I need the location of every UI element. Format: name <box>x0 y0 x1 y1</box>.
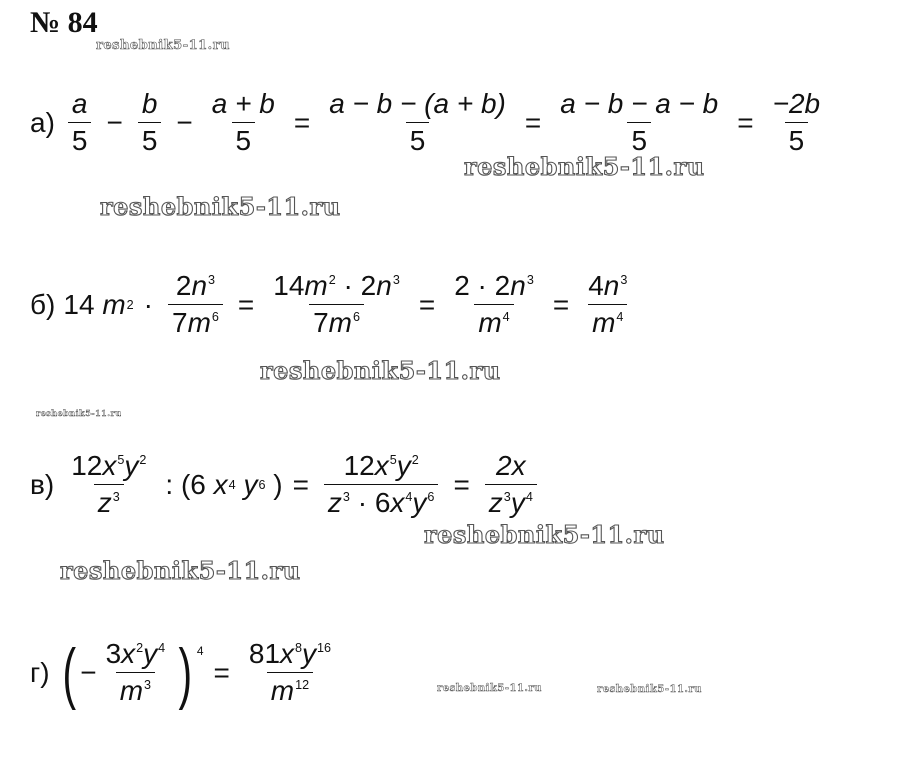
problem-number: № 84 <box>30 6 98 39</box>
equation-b: б) 14 m 2 · $\frac{2n^3}{7m^6}$ = $\frac{14m^2 \cdot 2n^3}{7m^6}$ = $\frac{2 \cdot 2n^3}{m^4}$ = $\frac{4n^3}{m^4}$ <box>30 270 636 339</box>
watermark: reshebnik5-11.ru <box>96 38 231 53</box>
fraction: $\frac{a - b - a - b}{5}$ <box>560 88 719 156</box>
watermark: reshebnik5-11.ru <box>260 356 501 385</box>
part-label: б) <box>30 288 56 320</box>
fraction: $\frac{14m^2 \cdot 2n^3}{7m^6}$ <box>273 270 400 338</box>
fraction: $\frac{2x}{z^3y^4}$ <box>485 450 537 519</box>
watermark: reshebnik5-11.ru <box>100 192 341 221</box>
part-label: а) <box>30 106 55 138</box>
watermark: reshebnik5-11.ru <box>597 684 702 695</box>
fraction: $\frac{12x^5y^2}{z^3 \cdot 6x^4y^6}$ <box>324 450 439 519</box>
fraction: $\frac{12x^5y^2}{z^3}$ <box>71 450 147 518</box>
fraction: $\frac{-2b}{5}$ <box>772 88 821 156</box>
fraction: $\frac{b}{5}$ <box>138 88 162 157</box>
fraction: $\frac{a + b}{5}$ <box>211 88 275 156</box>
fraction: $\frac{2 \cdot 2n^3}{m^4}$ <box>454 270 534 338</box>
fraction: $\frac{2n^3}{7m^6}$ <box>168 270 223 339</box>
watermark: reshebnik5-11.ru <box>424 520 665 549</box>
fraction: $\frac{a}{5}$ <box>68 88 92 157</box>
fraction: $\frac{4n^3}{m^4}$ <box>588 270 628 338</box>
watermark: reshebnik5-11.ru <box>437 683 542 694</box>
watermark: reshebnik5-11.ru <box>60 556 301 585</box>
part-label: в) <box>30 468 55 500</box>
equation-g: г) ( − $\frac{3x^2y^4}{m^3}$ ) 4 = $\frac{81x^8y^{16}}{m^{12}}$ <box>30 638 340 707</box>
fraction: $\frac{3x^2y^4}{m^3}$ <box>105 638 166 706</box>
fraction: $\frac{81x^8y^{16}}{m^{12}}$ <box>248 638 332 706</box>
equation-v: в) $\frac{12x^5y^2}{z^3}$ : (6 x 4 y 6 ) = $\frac{12x^5y^2}{z^3 \cdot 6x^4y^6}$ = $\frac{2x}{z^3y^4}$ <box>30 450 542 519</box>
equation-a: а) $\frac{a}{5}$ − $\frac{b}{5}$ − $\frac{a + b}{5}$ = $\frac{a - b - (a + b)}{5}$ = $\frac{a - b - a - b}{5}$ = $\frac{-2b}{5}$ <box>30 88 829 157</box>
fraction: $\frac{a - b - (a + b)}{5}$ <box>329 88 506 156</box>
watermark: reshebnik5-11.ru <box>464 152 705 181</box>
part-label: г) <box>30 656 50 688</box>
watermark: reshebnik5-11.ru <box>36 408 122 418</box>
